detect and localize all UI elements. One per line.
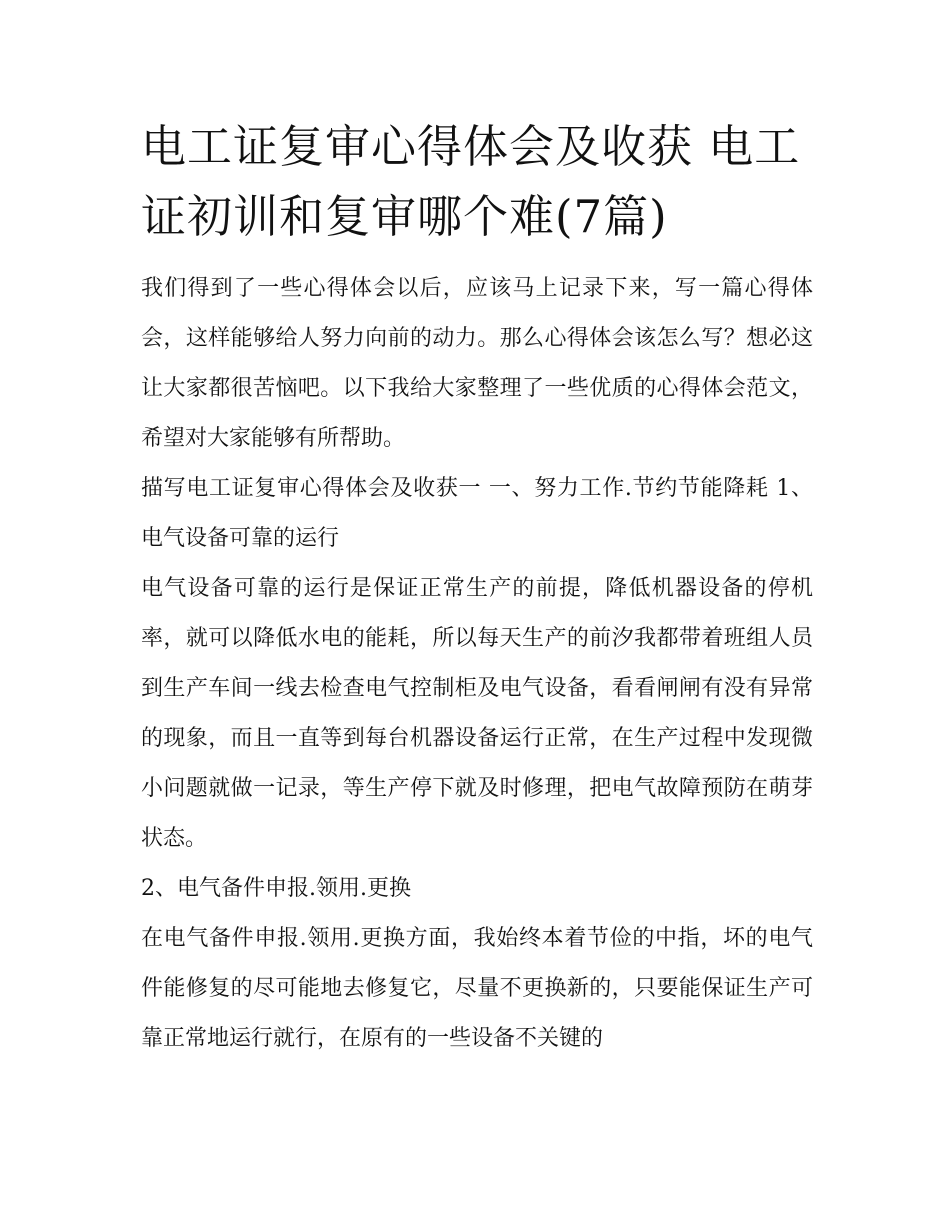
document-title: 电工证复审心得体会及收获 电工证初训和复审哪个难(7篇): [141, 120, 801, 243]
paragraph-intro: 我们得到了一些心得体会以后，应该马上记录下来，写一篇心得体会，这样能够给人努力向前的动力。那么心得体会该怎么写？想必这让大家都很苦恼吧。以下我给大家整理了一些优质的心得体会范文，希望对大家能够有所帮助。: [141, 276, 813, 451]
document-body: [141, 112, 813, 1064]
paragraph-equipment-operation: 电气设备可靠的运行是保证正常生产的前提，降低机器设备的停机率，就可以降低水电的能耗，所以每天生产的前汐我都带着班组人员到生产车间一线去检查电气控制柜及电气设备，看看闸闸有没有异常的现象，而且一直等到每台机器设备运行正常，在生产过程中发现微小问题就做一记录，等生产停下就及时修理，把电气故障预防在萌芽状态。: [141, 576, 813, 851]
paragraph-section-heading: 描写电工证复审心得体会及收获一 一、努力工作.节约节能降耗 1、电气设备可靠的运行: [141, 476, 813, 551]
paragraph-subheading-spare-parts: 2、电气备件申报.领用.更换: [141, 876, 411, 901]
paragraph-spare-parts: 在电气备件申报.领用.更换方面，我始终本着节俭的中指，坏的电气件能修复的尽可能地去修复它，尽量不更换新的，只要能保证生产可靠正常地运行就行，在原有的一些设备不关键的: [141, 926, 813, 1051]
